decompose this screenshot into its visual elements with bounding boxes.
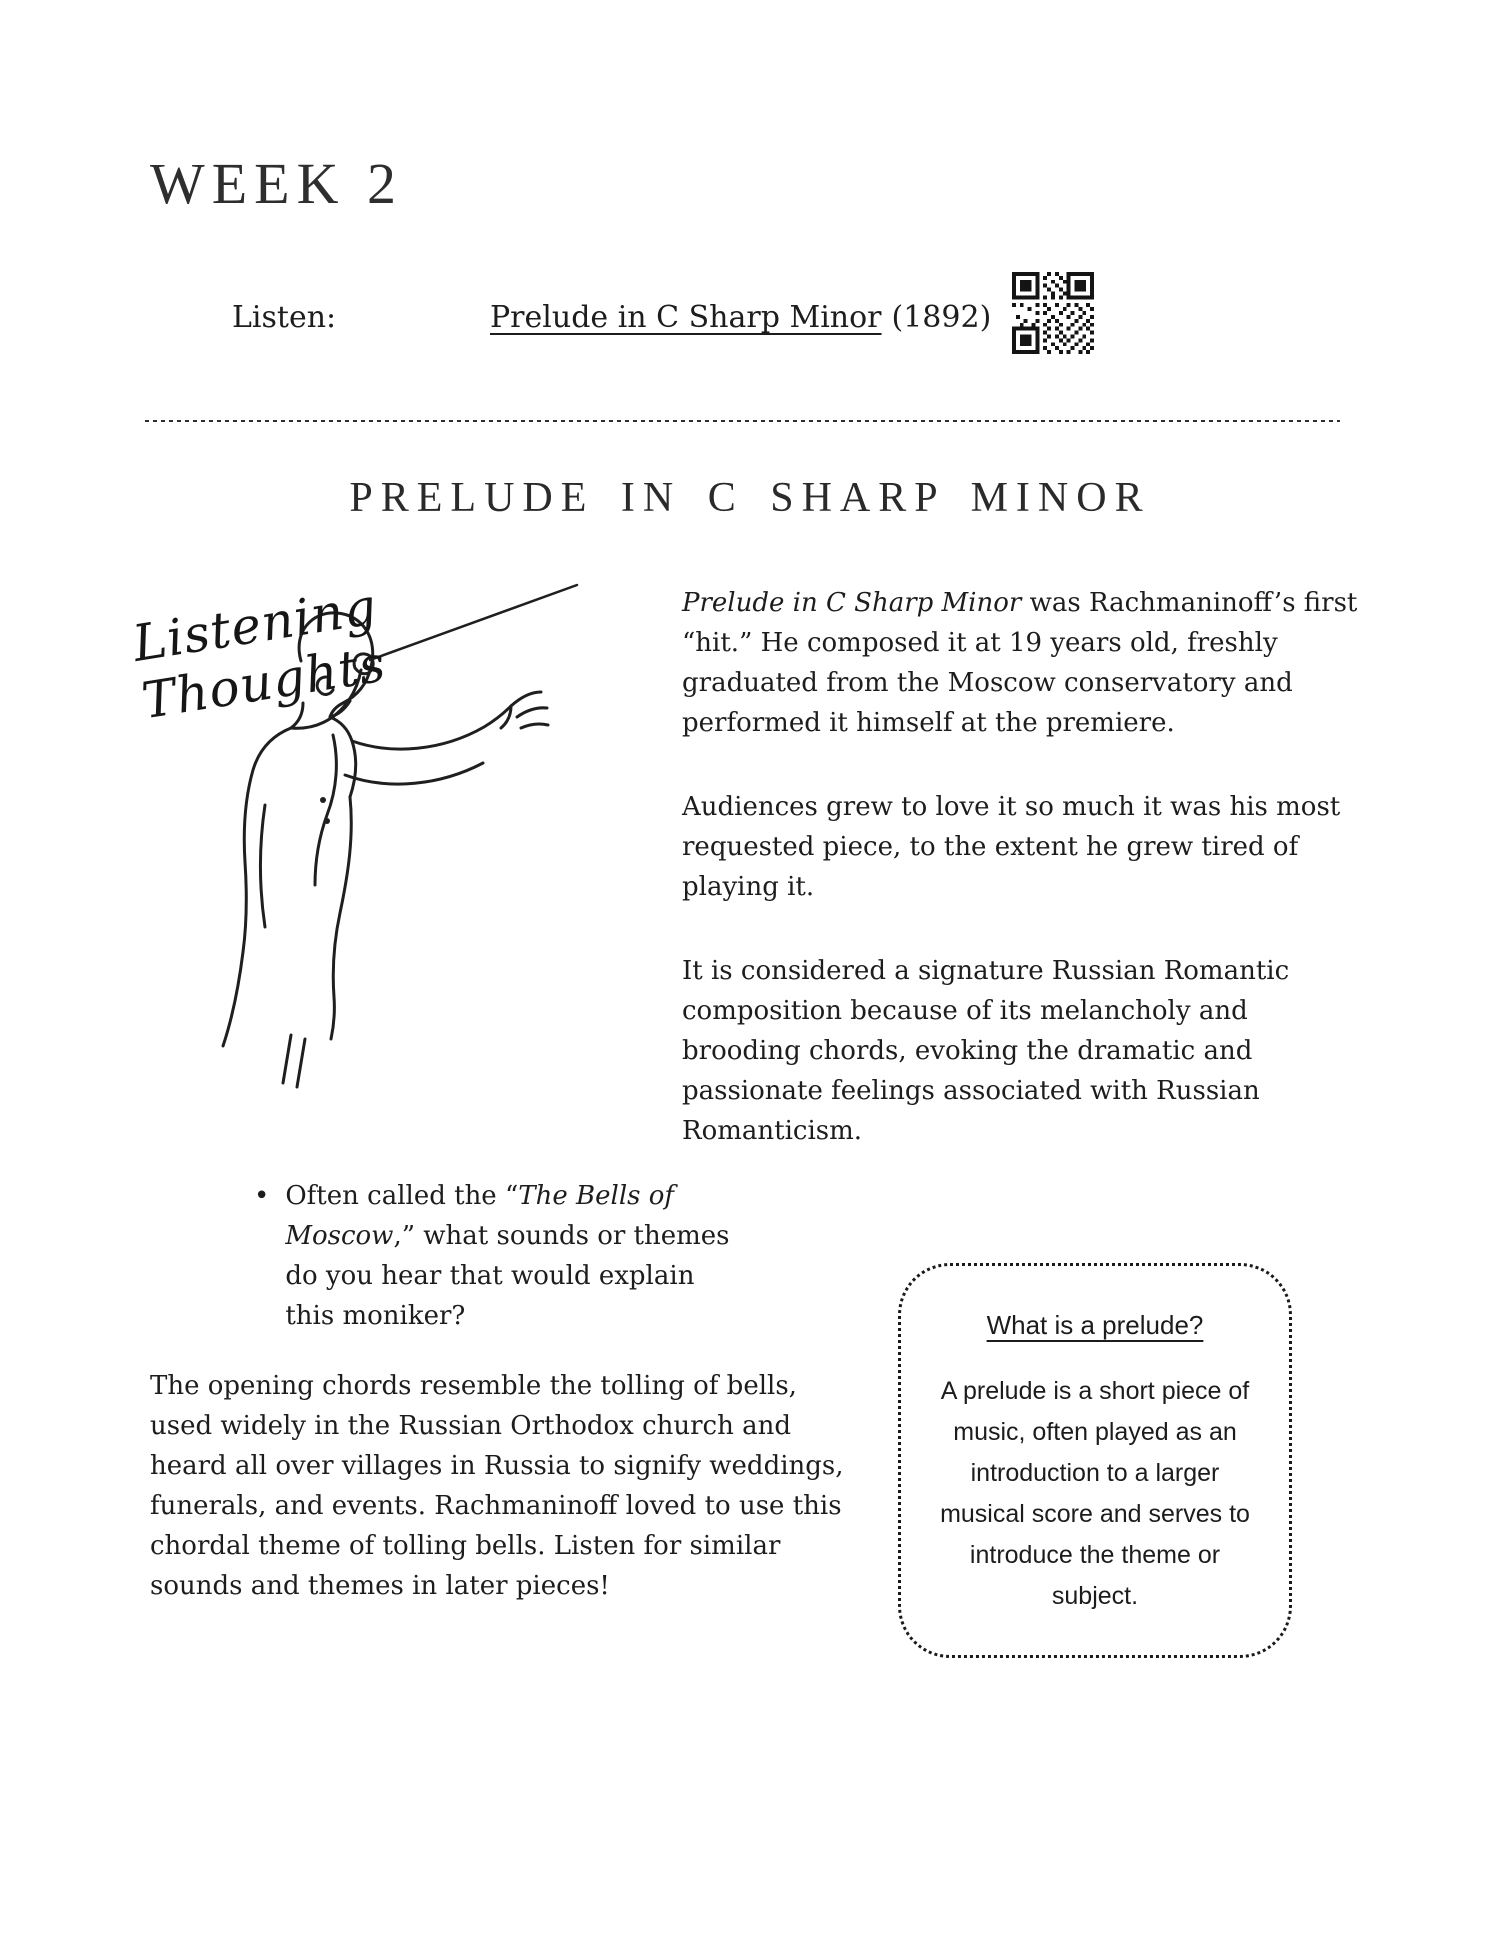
- paragraph-1: [682, 583, 1364, 743]
- prelude-box-title: What is a prelude?: [986, 1310, 1204, 1340]
- paragraph-1-text: was Rachmaninoff’s first “hit.” He composed it at 19 years old, freshly graduated from the Moscow conservatory and performed it himself at the premiere.: [682, 588, 1358, 738]
- listen-label: Listen:: [232, 300, 337, 335]
- prelude-definition-box: [898, 1263, 1292, 1658]
- discussion-bullet: [254, 1176, 744, 1336]
- page-title: PRELUDE IN C SHARP MINOR: [349, 475, 1151, 521]
- qr-code-icon: [1012, 272, 1094, 354]
- listening-thoughts-label: Listening Thoughts: [128, 577, 390, 731]
- intro-column: [682, 583, 1364, 1151]
- paragraph-3: It is considered a signature Russian Romantic composition because of its melancholy and brooding chords, evoking the dramatic and passionate feelings associated with Russian Romanticism.: [682, 956, 1290, 1146]
- paragraph-1-title: Prelude in C Sharp Minor: [682, 588, 1022, 618]
- listen-line: [490, 300, 991, 335]
- paragraph-2: Audiences grew to love it so much it was his most requested piece, to the extent he grew tired of playing it.: [682, 792, 1341, 902]
- bullet-icon: •: [254, 1181, 270, 1211]
- listen-year: (1892): [891, 300, 992, 335]
- bullet-text-pre: Often called the “: [285, 1181, 519, 1211]
- bullet-text-italic: The Bells of Moscow: [285, 1181, 675, 1251]
- dashed-divider: [145, 420, 1340, 422]
- bullet-text: [285, 1176, 744, 1336]
- week-heading: WEEK 2: [150, 151, 403, 216]
- listen-link[interactable]: Prelude in C Sharp Minor: [490, 300, 882, 335]
- prelude-box-body: A prelude is a short piece of music, often played as an introduction to a larger musical score and serves to introduce the theme or subject.: [940, 1377, 1250, 1610]
- bullet-text-post: ,” what sounds or themes do you hear that would explain this moniker?: [285, 1221, 730, 1331]
- answer-paragraph: The opening chords resemble the tolling of bells, used widely in the Russian Orthodox church and heard all over villages in Russia to signify weddings, funerals, and events. Rachmaninoff loved to use this chordal theme of tolling bells. Listen for similar sounds and themes in later pieces!: [150, 1371, 844, 1601]
